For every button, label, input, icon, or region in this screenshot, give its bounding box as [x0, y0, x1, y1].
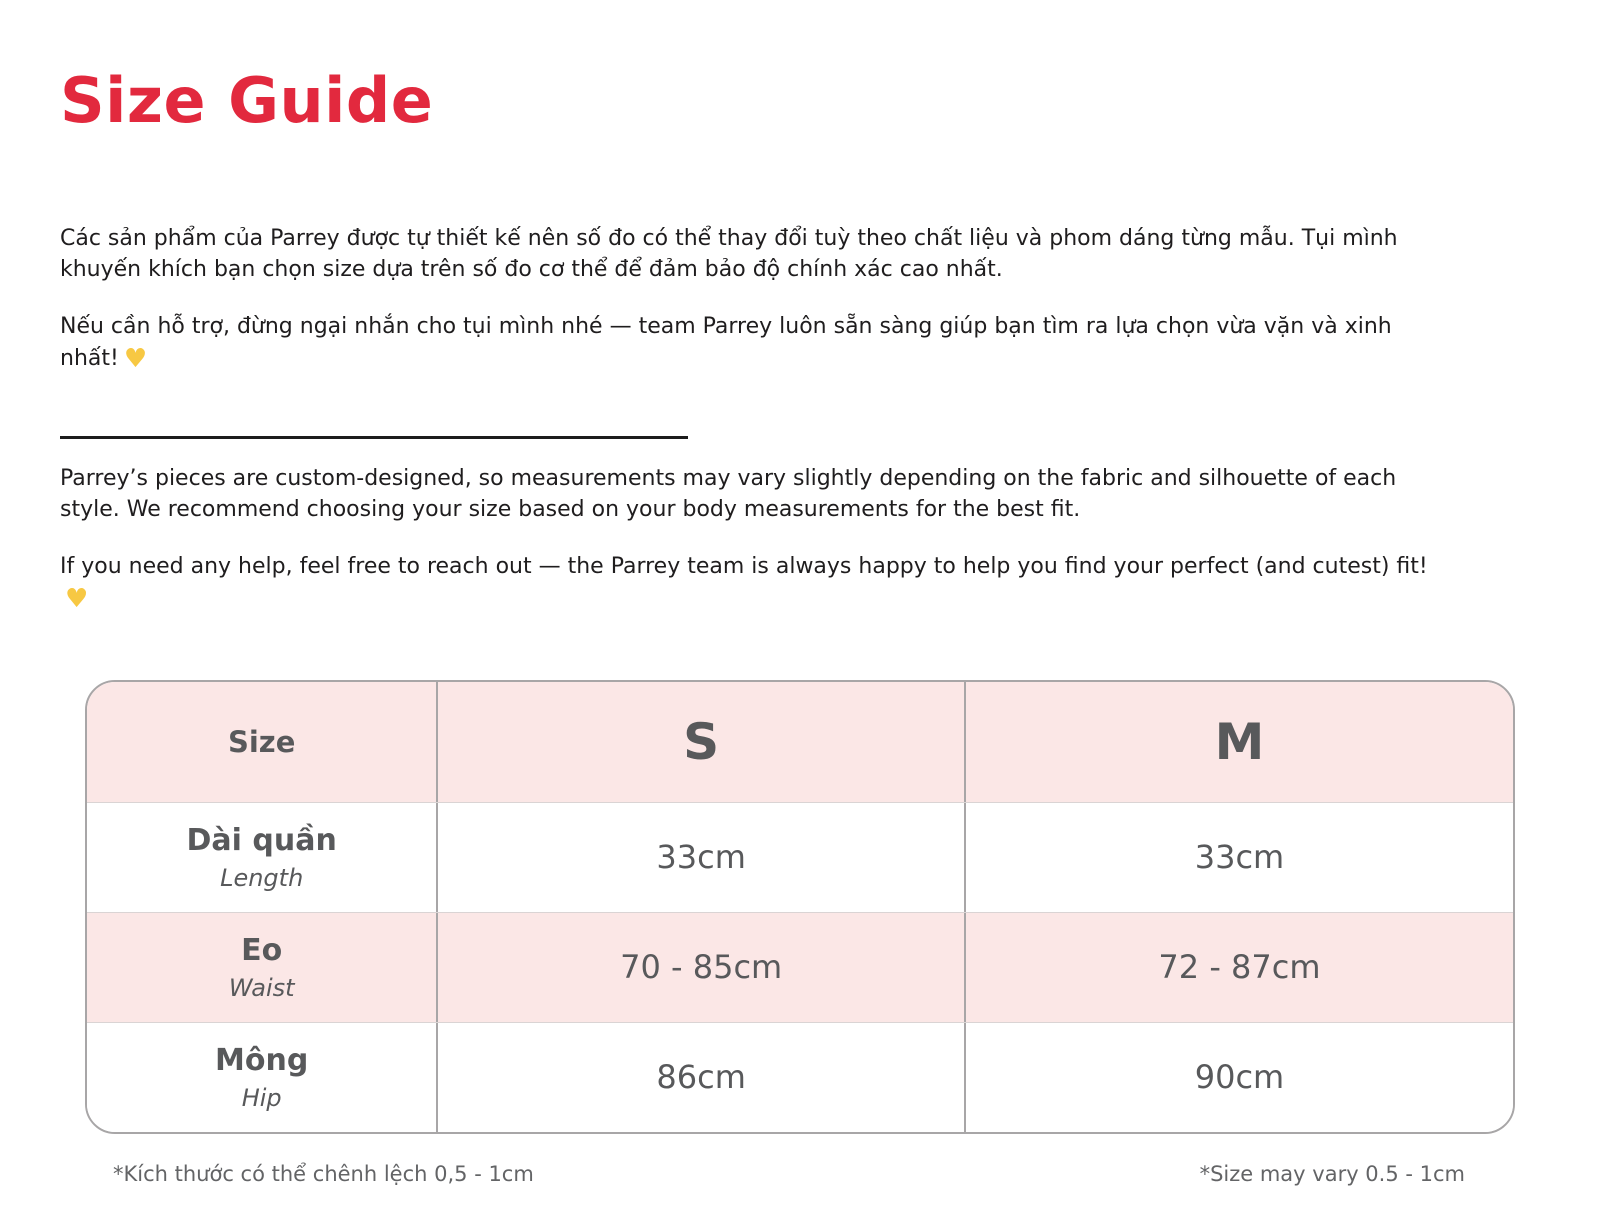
row-label-vi: Mông: [215, 1042, 309, 1078]
intro-vi-paragraph-2: [60, 311, 1442, 373]
yellow-heart-icon: ♥: [123, 343, 148, 374]
cell-length-s: 33cm: [436, 803, 964, 912]
table-row-length: [87, 802, 1513, 912]
intro-en-paragraph-1: [60, 463, 1442, 525]
size-column-header: Size: [227, 724, 296, 759]
row-label-vi: Dài quần: [186, 822, 337, 858]
intro-vi-paragraph-1: [60, 223, 1442, 285]
footnote-vi: *Kích thước có thể chênh lệch 0,5 - 1cm: [113, 1161, 534, 1186]
size-table-header-row: [87, 682, 1513, 802]
row-label-en: Hip: [241, 1083, 282, 1112]
size-table: [85, 680, 1515, 1134]
table-row-hip: [87, 1022, 1513, 1132]
row-label-length: [87, 803, 436, 912]
intro-en-paragraph-2-text: If you need any help, feel free to reach out — the Parrey team is always happy to help you find your perfect (and cutest) fit!: [60, 554, 1428, 580]
cell-waist-s: 70 - 85cm: [436, 913, 964, 1022]
section-divider: [60, 436, 688, 439]
intro-vi-paragraph-2-text: Nếu cần hỗ trợ, đừng ngại nhắn cho tụi mình nhé — team Parrey luôn sẵn sàng giúp bạn tìm ra lựa chọn vừa vặn và xinh nhất!: [60, 314, 1392, 371]
row-label-en: Length: [220, 863, 304, 892]
cell-hip-m: 90cm: [964, 1023, 1513, 1132]
intro-en-paragraph-1-text: Parrey’s pieces are custom-designed, so measurements may vary slightly depending on the fabric and silhouette of each style. We recommend choosing your size based on your body measurements for the best fit.: [60, 465, 1397, 523]
intro-en-paragraph-2: [60, 551, 1442, 613]
row-label-waist: [87, 913, 436, 1022]
table-row-waist: [87, 912, 1513, 1022]
cell-length-m: 33cm: [964, 803, 1513, 912]
footnotes: [85, 1162, 1515, 1186]
intro-vi-paragraph-1-text: Các sản phẩm của Parrey được tự thiết kế nên số đo có thể thay đổi tuỳ theo chất liệu và phom dáng từng mẫu. Tụi mình khuyến khích bạn chọn size dựa trên số đo cơ thể để đảm bảo độ chính xác cao nhất.: [60, 226, 1398, 283]
row-label-en: Waist: [228, 973, 295, 1002]
row-label-vi: Eo: [241, 932, 283, 968]
row-label-hip: [87, 1023, 436, 1132]
size-m-column-header: M: [964, 682, 1513, 802]
cell-waist-m: 72 - 87cm: [964, 913, 1513, 1022]
yellow-heart-icon: ♥: [65, 583, 89, 614]
size-s-column-header: S: [436, 682, 964, 802]
page-title: Size Guide: [60, 64, 434, 137]
cell-hip-s: 86cm: [436, 1023, 964, 1132]
footnote-en: *Size may vary 0.5 - 1cm: [1199, 1161, 1465, 1186]
